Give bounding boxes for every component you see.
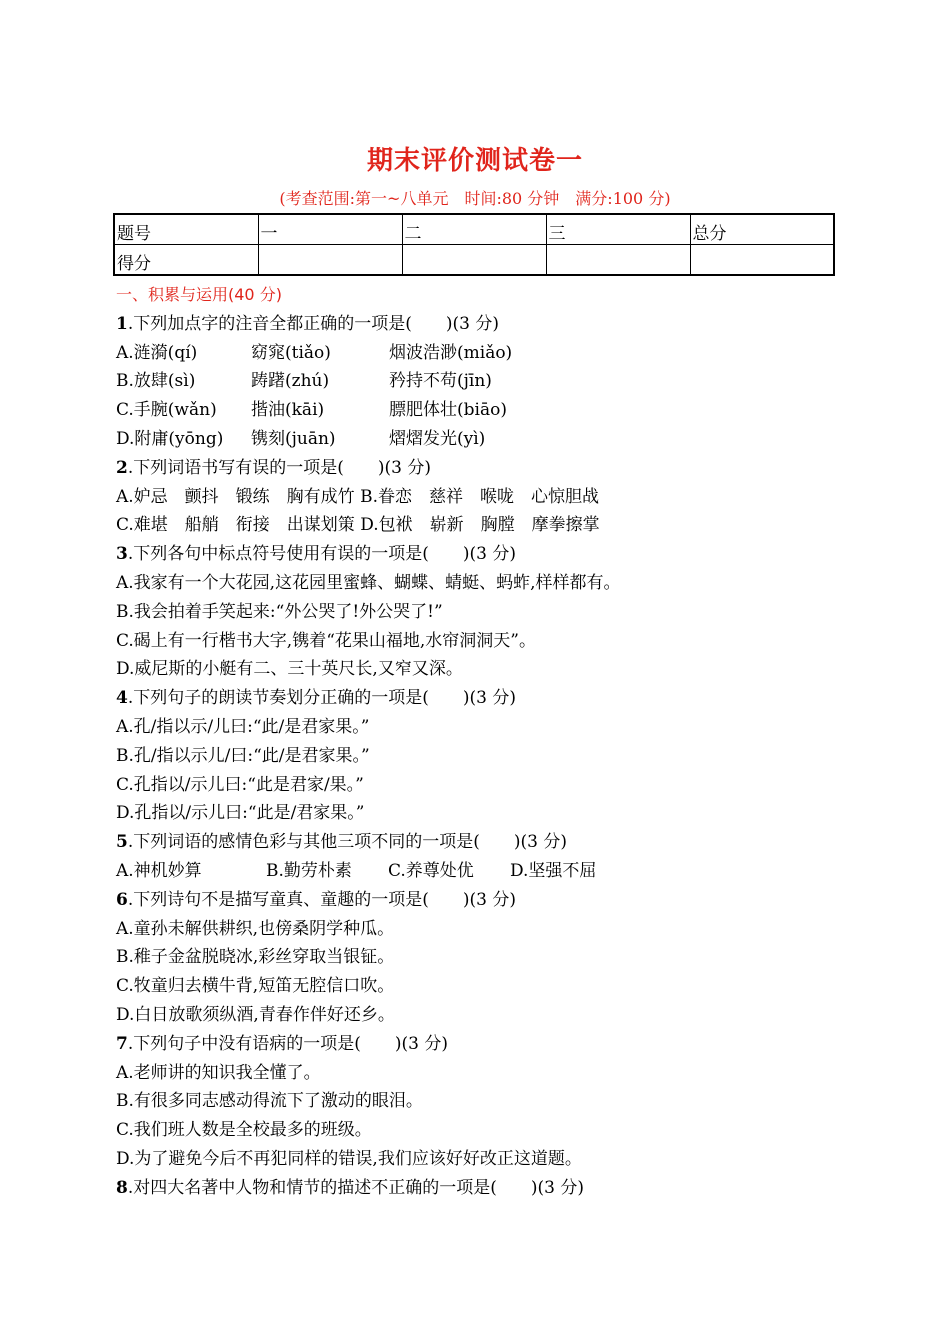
question-1-option-c (116, 396, 836, 425)
question-number: 6 (116, 889, 128, 910)
question-2-stem (116, 454, 836, 483)
option-word: D.附庸(yōng) (116, 428, 224, 449)
score-table-header-row (114, 214, 834, 245)
question-number: 4 (116, 688, 128, 709)
question-7-option-c: C.我们班人数是全校最多的班级。 (116, 1120, 372, 1141)
question-5-options (116, 857, 836, 886)
question-8-stem (116, 1174, 836, 1203)
question-text: .下列词语书写有误的一项是( )(3 分) (127, 457, 431, 478)
header-cell-question-number: 题号 (114, 214, 258, 245)
option-word: 熠熠发光(yì) (389, 428, 486, 449)
question-3-option-b: B.我会拍着手笑起来:“外公哭了!外公哭了!” (116, 601, 443, 622)
question-content (116, 281, 836, 1203)
question-7-option-a: A.老师讲的知识我全懂了。 (116, 1062, 321, 1083)
question-number: 3 (116, 544, 128, 565)
option-d: D.坚强不屈 (510, 860, 597, 881)
question-number: 8 (116, 1177, 128, 1198)
question-1-option-d (116, 425, 836, 454)
question-4-option-c: C.孔指以/示儿曰:“此是君家/果。” (116, 774, 364, 795)
option-c: C.养尊处优 (388, 860, 474, 881)
header-cell-part-2: 二 (402, 214, 546, 245)
header-cell-part-1: 一 (258, 214, 402, 245)
question-4-option-b: B.孔/指以示儿/曰:“此/是君家果。” (116, 745, 370, 766)
question-text: .下列诗句不是描写童真、童趣的一项是( )(3 分) (127, 889, 516, 910)
question-number: 1 (116, 313, 128, 334)
score-row-label: 得分 (114, 245, 258, 276)
option-word: 烟波浩渺(miǎo) (389, 342, 513, 363)
score-cell-part-1[interactable] (258, 245, 402, 276)
score-table (113, 213, 835, 276)
question-6-option-d: D.白日放歌须纵酒,青春作伴好还乡。 (116, 1004, 395, 1025)
question-6-option-c: C.牧童归去横牛背,短笛无腔信口吹。 (116, 976, 395, 997)
option-word: 窈窕(tiǎo) (251, 342, 331, 363)
option-word: A.涟漪(qí) (116, 342, 198, 363)
question-text: .下列各句中标点符号使用有误的一项是( )(3 分) (127, 544, 516, 565)
question-number: 5 (116, 832, 128, 853)
question-7-stem (116, 1030, 836, 1059)
question-1-option-a (116, 339, 836, 368)
question-6-option-b: B.稚子金盆脱晓冰,彩丝穿取当银钲。 (116, 947, 395, 968)
question-4-option-d: D.孔指以/示儿曰:“此是/君家果。” (116, 803, 365, 824)
question-2-options-cd: C.难堪 船艄 衔接 出谋划策 D.包袱 崭新 胸膛 摩拳擦掌 (116, 515, 600, 536)
score-cell-part-3[interactable] (546, 245, 690, 276)
question-text: .下列句子中没有语病的一项是( )(3 分) (127, 1033, 448, 1054)
header-cell-total: 总分 (690, 214, 834, 245)
question-5-stem (116, 828, 836, 857)
score-table-score-row (114, 245, 834, 276)
question-2-options-ab: A.妒忌 颤抖 锻练 胸有成竹 B.眷恋 慈祥 喉咙 心惊胆战 (116, 486, 599, 507)
question-3-stem (116, 540, 836, 569)
option-a: A.神机妙算 (116, 860, 202, 881)
option-word: 膘肥体壮(biāo) (389, 400, 507, 421)
question-number: 2 (116, 457, 128, 478)
option-b: B.勤劳朴素 (266, 860, 352, 881)
option-word: 揩油(kāi) (251, 400, 325, 421)
score-cell-total[interactable] (690, 245, 834, 276)
section-heading: 一、积累与运用(40 分) (116, 285, 282, 304)
question-text: .下列词语的感情色彩与其他三项不同的一项是( )(3 分) (127, 832, 567, 853)
exam-info: (考查范围:第一~八单元 时间:80 分钟 满分:100 分) (279, 189, 671, 208)
question-text: .对四大名著中人物和情节的描述不正确的一项是( )(3 分) (127, 1177, 584, 1198)
option-word: B.放肆(sì) (116, 371, 196, 392)
header-cell-part-3: 三 (546, 214, 690, 245)
question-3-option-c: C.碣上有一行楷书大字,镌着“花果山福地,水帘洞洞天”。 (116, 630, 536, 651)
page-title: 期末评价测试卷一 (366, 146, 583, 176)
question-6-option-a: A.童孙未解供耕织,也傍桑阴学种瓜。 (116, 918, 395, 939)
question-4-option-a: A.孔/指以示/儿曰:“此/是君家果。” (116, 716, 370, 737)
question-7-option-b: B.有很多同志感动得流下了激动的眼泪。 (116, 1091, 423, 1112)
option-word: C.手腕(wǎn) (116, 400, 217, 421)
question-3-option-d: D.威尼斯的小艇有二、三十英尺长,又窄又深。 (116, 659, 463, 680)
question-7-option-d: D.为了避免今后不再犯同样的错误,我们应该好好改正这道题。 (116, 1148, 582, 1169)
option-word: 踌躇(zhú) (251, 371, 330, 392)
option-word: 镌刻(juān) (251, 428, 336, 449)
score-cell-part-2[interactable] (402, 245, 546, 276)
question-4-stem (116, 684, 836, 713)
question-6-stem (116, 886, 836, 915)
option-word: 矜持不苟(jīn) (389, 371, 492, 392)
question-text: .下列句子的朗读节奏划分正确的一项是( )(3 分) (127, 688, 516, 709)
question-3-option-a: A.我家有一个大花园,这花园里蜜蜂、蝴蝶、蜻蜓、蚂蚱,样样都有。 (116, 572, 621, 593)
question-number: 7 (116, 1033, 128, 1054)
question-1-option-b (116, 367, 836, 396)
question-text: .下列加点字的注音全都正确的一项是( )(3 分) (127, 313, 499, 334)
question-1-stem (116, 310, 836, 339)
